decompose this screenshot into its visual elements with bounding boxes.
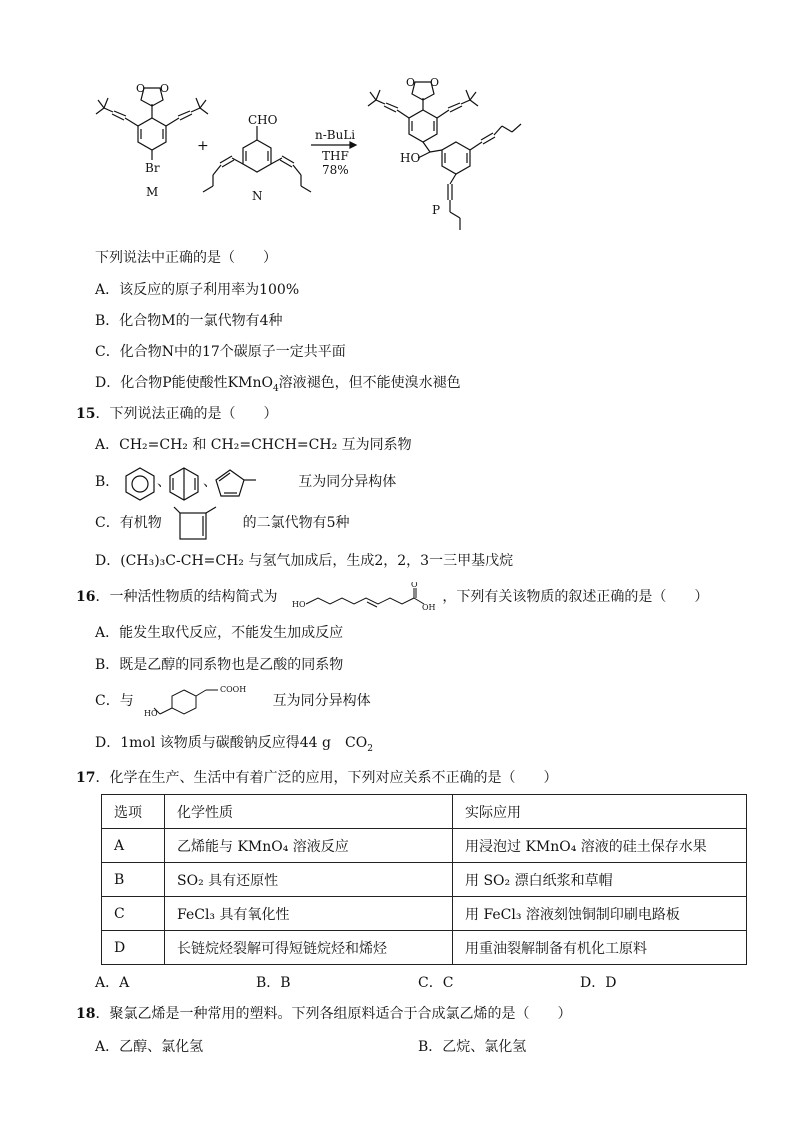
q16-option-b: B．既是乙醇的同系物也是乙酸的同系物 xyxy=(95,657,344,673)
acid-hydroxyl-label: OH xyxy=(422,603,436,612)
table-header-row xyxy=(102,795,747,829)
q17-table xyxy=(101,794,747,965)
table-cell: D xyxy=(102,931,165,965)
q17-option-a: A．A xyxy=(95,975,130,991)
q17-option-b: B．B xyxy=(256,975,291,991)
compound-m-label: M xyxy=(146,185,159,199)
solvent-label: THF xyxy=(322,149,349,163)
q15-option-d: D．(CH₃)₃C-CH=CH₂ 与氢气加成后，生成2，2，3一三甲基戊烷 xyxy=(95,553,514,569)
header-cell: 化学性质 xyxy=(165,795,453,829)
q18-option-a: A．乙醇、氯化氢 xyxy=(95,1039,204,1055)
q14-option-a: A．该反应的原子利用率为100% xyxy=(95,282,300,298)
table-cell: 用重油裂解制备有机化工原料 xyxy=(453,931,747,965)
compound-p-label: P xyxy=(432,203,441,217)
table-row xyxy=(102,863,747,897)
q15-stem: 15．下列说法正确的是（ ） xyxy=(76,406,278,422)
q15-sep: 、 xyxy=(157,474,171,490)
table-cell: 用 SO₂ 漂白纸浆和草帽 xyxy=(453,863,747,897)
table-cell: B xyxy=(102,863,165,897)
q16-option-c: C．与 互为同分异构体 xyxy=(95,693,371,709)
table-cell: A xyxy=(102,829,165,863)
table-row xyxy=(102,897,747,931)
oxygen-label: O xyxy=(160,82,170,95)
q14-option-b: B．化合物M的一氯代物有4种 xyxy=(95,313,283,329)
table-row xyxy=(102,829,747,863)
compound-n-label: N xyxy=(252,189,263,203)
hydroxyl-label: HO xyxy=(400,151,421,165)
q14-stem: 下列说法中正确的是（ ） xyxy=(95,250,277,266)
q15-methylcyclobutene-structure xyxy=(170,505,234,545)
carbonyl-oxygen-label: O xyxy=(411,582,418,589)
q16-active-compound-structure xyxy=(290,582,440,614)
q16-isomer-structure xyxy=(140,680,260,720)
aldehyde-label: CHO xyxy=(248,113,278,127)
q16-stem: 16．一种活性物质的结构简式为 ，下列有关该物质的叙述正确的是（ ） xyxy=(76,589,709,605)
hydroxyl-label: HO xyxy=(292,600,306,609)
q16-option-a: A．能发生取代反应，不能发生加成反应 xyxy=(95,625,344,641)
q14-option-d: D．化合物P能使酸性KMnO$_4$溶液褪色，但不能使溴水褪色 xyxy=(95,375,461,394)
table-cell: 长链烷烃裂解可得短链烷烃和烯烃 xyxy=(165,931,453,965)
q15-option-a: A．CH₂=CH₂ 和 CH₂=CHCH=CH₂ 互为同系物 xyxy=(95,437,412,453)
table-cell: SO₂ 具有还原性 xyxy=(165,863,453,897)
header-cell: 实际应用 xyxy=(453,795,747,829)
table-row xyxy=(102,931,747,965)
yield-label: 78% xyxy=(322,163,349,177)
plus-sign: + xyxy=(197,138,209,154)
table-cell: C xyxy=(102,897,165,931)
q15-option-b: B． 互为同分异构体 xyxy=(95,474,397,490)
q17-stem: 17．化学在生产、生活中有着广泛的应用，下列对应关系不正确的是（ ） xyxy=(76,770,558,786)
oxygen-label: O xyxy=(136,82,146,95)
q18-option-b: B．乙烷、氯化氢 xyxy=(418,1039,527,1055)
reagent-label: n-BuLi xyxy=(315,128,356,142)
compound-n-structure xyxy=(203,126,311,192)
compound-m-structure xyxy=(96,88,208,160)
q15-option-c: C．有机物 的二氯代物有5种 xyxy=(95,515,350,531)
reaction-scheme xyxy=(0,0,794,240)
oxygen-label: O xyxy=(406,76,416,89)
q15-isomer-structures xyxy=(120,464,260,504)
compound-p-structure xyxy=(368,82,521,230)
q17-option-d: D．D xyxy=(580,975,617,991)
q15-sep: 、 xyxy=(203,474,217,490)
hydroxyl-label: HO xyxy=(144,709,158,718)
oxygen-label: O xyxy=(430,76,440,89)
bromine-label: Br xyxy=(145,161,160,175)
header-cell: 选项 xyxy=(102,795,165,829)
q14-option-c: C．化合物N中的17个碳原子一定共平面 xyxy=(95,344,346,360)
q16-option-d: D．1mol 该物质与碳酸钠反应得44 g $CO_2$ xyxy=(95,735,373,754)
carboxyl-label: COOH xyxy=(220,685,247,694)
table-cell: 乙烯能与 KMnO₄ 溶液反应 xyxy=(165,829,453,863)
table-cell: 用浸泡过 KMnO₄ 溶液的硅土保存水果 xyxy=(453,829,747,863)
table-cell: FeCl₃ 具有氧化性 xyxy=(165,897,453,931)
q18-stem: 18．聚氯乙烯是一种常用的塑料。下列各组原料适合于合成氯乙烯的是（ ） xyxy=(76,1006,572,1022)
table-cell: 用 FeCl₃ 溶液刻蚀铜制印刷电路板 xyxy=(453,897,747,931)
q17-option-c: C．C xyxy=(418,975,454,991)
